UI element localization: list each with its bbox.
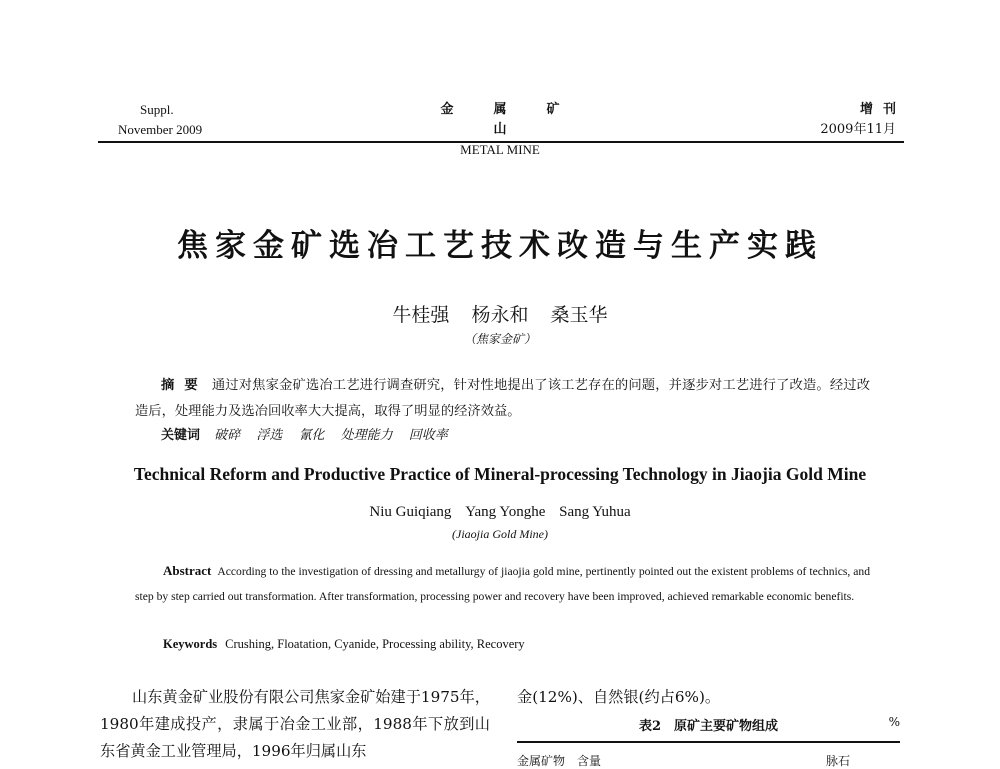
author-zh: 杨永和 bbox=[471, 304, 529, 326]
table-top-rule bbox=[517, 741, 900, 743]
keywords-en bbox=[163, 637, 525, 652]
abstract-label-en: Abstract bbox=[163, 563, 212, 578]
table-caption: 表2 原矿主要矿物组成 bbox=[638, 719, 779, 734]
keywords-text-en: Crushing, Floatation, Cyanide, Processing ability, Recovery bbox=[225, 637, 525, 651]
issue-date-en: November 2009 bbox=[118, 122, 203, 137]
author-zh: 桑玉华 bbox=[550, 304, 608, 326]
author-en: Sang Yuhua bbox=[559, 504, 631, 520]
authors-zh bbox=[100, 300, 900, 327]
abstract-en bbox=[135, 558, 870, 609]
keyword-zh: 浮选 bbox=[256, 428, 283, 443]
abstract-text-en: According to the investigation of dressing and metallurgy of jiaojia gold mine, pertinently pointed out the existent problems of technics, and step by step carried out transformation. After transformation, processing power and recovery have been improved, achieved remarkable economic benefits. bbox=[135, 565, 870, 603]
table-unit: % bbox=[888, 715, 900, 729]
header-rule bbox=[98, 141, 904, 143]
affiliation-zh: （焦家金矿） bbox=[463, 332, 536, 346]
keyword-zh: 氰化 bbox=[298, 428, 325, 443]
abstract-label-zh: 摘要 bbox=[161, 378, 208, 393]
issue-date-zh: 2009年11月 bbox=[820, 122, 896, 137]
paper-title-en: Technical Reform and Productive Practice of Mineral-processing Technology in Jiaojia Gold Mine bbox=[133, 464, 867, 484]
paper-title-zh: 焦家金矿选冶工艺技术改造与生产实践 bbox=[177, 228, 823, 264]
table-header-right: 脉石 bbox=[825, 754, 850, 768]
author-en: Niu Guiqiang bbox=[369, 504, 452, 520]
keyword-zh: 处理能力 bbox=[340, 428, 393, 443]
supplement-label: Suppl. bbox=[140, 102, 174, 117]
author-zh: 牛桂强 bbox=[392, 304, 450, 326]
header-left bbox=[118, 100, 202, 140]
journal-name-zh: 金属矿山 bbox=[440, 102, 600, 137]
supplement-label-zh: 增刊 bbox=[859, 102, 906, 117]
header-right bbox=[820, 100, 906, 140]
header-center bbox=[380, 100, 620, 160]
abstract-text-zh: 通过对焦家金矿选冶工艺进行调查研究，针对性地提出了该工艺存在的问题，并逐步对工艺进行了改造。经过改造后，处理能力及选冶回收率大大提高，取得了明显的经济效益。 bbox=[135, 378, 871, 419]
body-text-right: 金(12%)、自然银(约占6%)。 bbox=[517, 688, 721, 706]
keyword-zh: 回收率 bbox=[408, 428, 448, 443]
body-paragraph-left: 山东黄金矿业股份有限公司焦家金矿始建于1975年，1980年建成投产，隶属于冶金工业部，1988年下放到山东省黄金工业管理局，1996年归属山东 bbox=[100, 688, 490, 760]
table-header-left: 金属矿物 含量 bbox=[517, 754, 602, 768]
keywords-label-en: Keywords bbox=[163, 637, 218, 651]
affiliation-en: (Jiaojia Gold Mine) bbox=[452, 527, 548, 541]
keyword-zh: 破碎 bbox=[214, 428, 241, 443]
authors-en bbox=[100, 504, 900, 521]
journal-name-en: METAL MINE bbox=[460, 142, 540, 157]
keywords-label-zh: 关键词 bbox=[161, 428, 201, 443]
keywords-zh bbox=[161, 426, 460, 446]
abstract-zh bbox=[135, 373, 870, 425]
author-en: Yang Yonghe bbox=[465, 504, 546, 520]
